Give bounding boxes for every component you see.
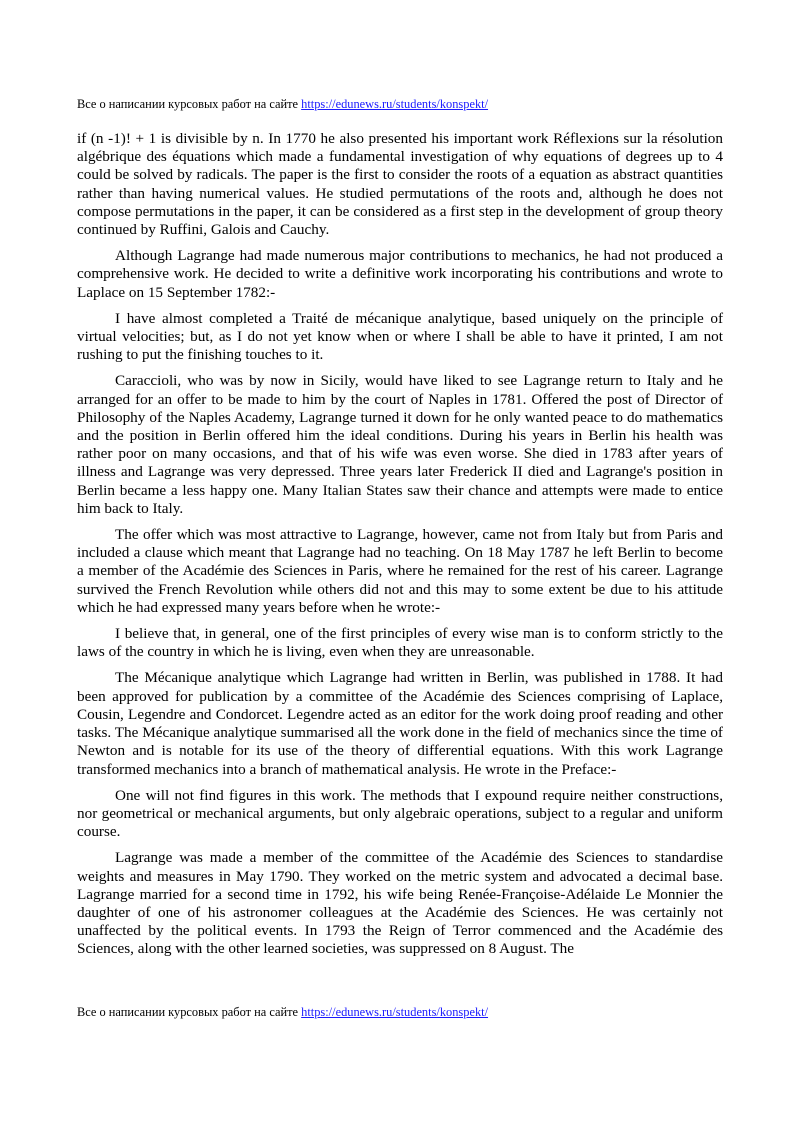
paragraph: Caraccioli, who was by now in Sicily, would have liked to see Lagrange return to Italy and he arranged for an offer to be made to him by the court of Naples in 1781. Offered the post of Director of Philosophy of the Naples Academy, Lagrange turned it down for he only wanted peace to do mathematics and the position in Berlin offered him the ideal conditions. During his years in Berlin his health was rather poor on many occasions, and that of his wife was even worse. She died in 1783 after years of illness and Lagrange was very depressed. Three years later Frederick II died and Lagrange's position in Berlin became a less happy one. Many Italian States saw their chance and attempts were made to entice him back to Italy. bbox=[77, 372, 723, 517]
page-footer bbox=[77, 1005, 488, 1020]
paragraph: The Mécanique analytique which Lagrange had written in Berlin, was published in 1788. It had been approved for publication by a committee of the Académie des Sciences comprising of Laplace, Cousin, Legendre and Condorcet. Legendre acted as an editor for the work doing proof reading and other tasks. The Mécanique analytique summarised all the work done in the field of mechanics since the time of Newton and is notable for its use of the theory of differential equations. With this work Lagrange transformed mechanics into a branch of mathematical analysis. He wrote in the Preface:- bbox=[77, 669, 723, 778]
paragraph: The offer which was most attractive to Lagrange, however, came not from Italy but from Paris and included a clause which meant that Lagrange had no teaching. On 18 May 1787 he left Berlin to become a member of the Académie des Sciences in Paris, where he remained for the rest of his career. Lagrange survived the French Revolution while others did not and this may to some extent be due to his attitude which he had expressed many years before when he wrote:- bbox=[77, 526, 723, 616]
header-text: Все о написании курсовых работ на сайте bbox=[77, 97, 302, 111]
quote-paragraph: I believe that, in general, one of the first principles of every wise man is to conform strictly to the laws of the country in which he is living, even when they are unreasonable. bbox=[77, 625, 723, 661]
body-text bbox=[77, 130, 723, 967]
footer-text: Все о написании курсовых работ на сайте bbox=[77, 1005, 302, 1019]
header-link[interactable]: https://edunews.ru/students/konspekt/ bbox=[301, 97, 489, 111]
footer-link[interactable]: https://edunews.ru/students/konspekt/ bbox=[301, 1005, 489, 1019]
quote-paragraph: I have almost completed a Traité de mécanique analytique, based uniquely on the principle of virtual velocities; but, as I do not yet know when or where I shall be able to have it printed, I am not rushing to put the finishing touches to it. bbox=[77, 309, 723, 364]
paragraph: if (n -1)! + 1 is divisible by n. In 1770 he also presented his important work Réflexions sur la résolution algébrique des équations which made a fundamental investigation of why equations of degrees up to 4 could be solved by radicals. The paper is the first to consider the roots of a equation as abstract quantities rather than having numerical values. He studied permutations of the roots and, although he does not compose permutations in the paper, it can be considered as a first step in the development of group theory continued by Ruffini, Galois and Cauchy. bbox=[77, 130, 723, 239]
page-header bbox=[77, 97, 488, 112]
quote-paragraph: One will not find figures in this work. The methods that I expound require neither constructions, nor geometrical or mechanical arguments, but only algebraic operations, subject to a regular and uniform course. bbox=[77, 786, 723, 841]
paragraph: Although Lagrange had made numerous major contributions to mechanics, he had not produced a comprehensive work. He decided to write a definitive work incorporating his contributions and wrote to Laplace on 15 September 1782:- bbox=[77, 247, 723, 301]
paragraph: Lagrange was made a member of the committee of the Académie des Sciences to standardise weights and measures in May 1790. They worked on the metric system and advocated a decimal base. Lagrange married for a second time in 1792, his wife being Renée-Françoise-Adélaide Le Monnier the daughter of one of his astronomer colleagues at the Académie des Sciences. He was certainly not unaffected by the political events. In 1793 the Reign of Terror commenced and the Académie des Sciences, along with the other learned societies, was suppressed on 8 August. The bbox=[77, 849, 723, 958]
